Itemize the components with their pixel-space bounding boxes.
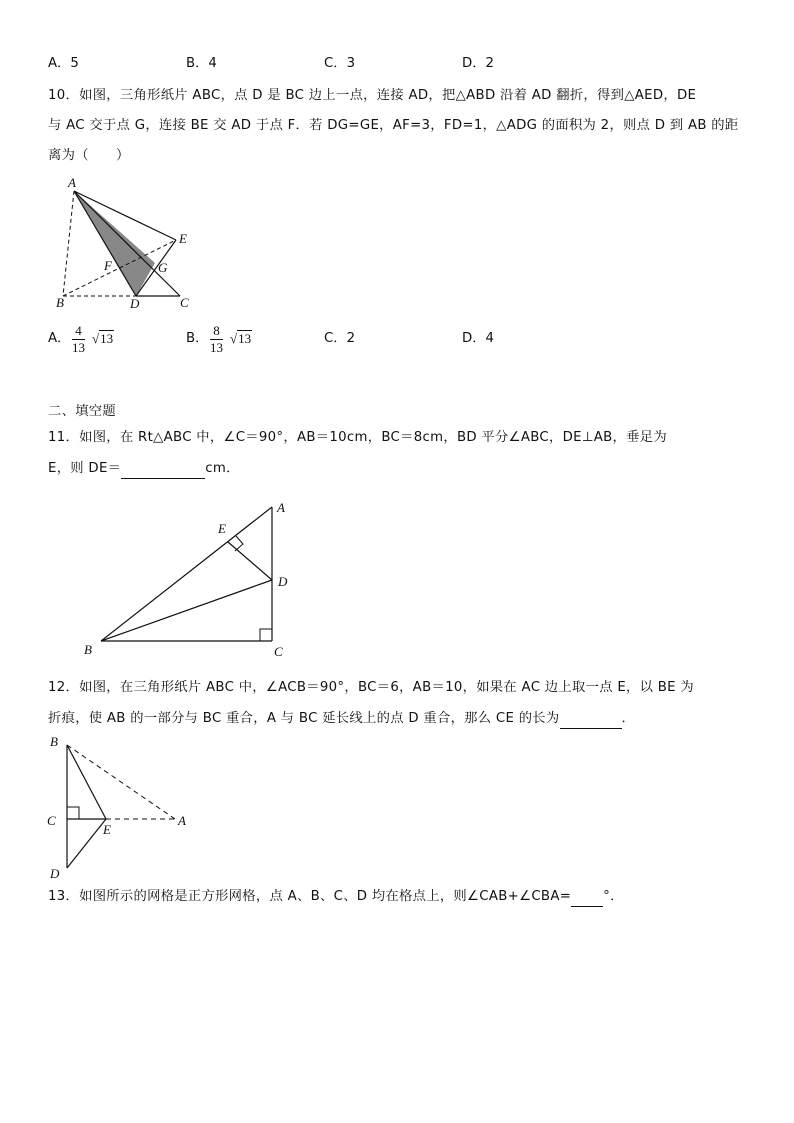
q10-text-line3: 离为（ ）	[48, 148, 130, 163]
q12-label-c: C	[47, 813, 56, 828]
q11-label-a: A	[277, 500, 285, 515]
q10-label-c: C	[180, 295, 189, 310]
q13-answer-blank[interactable]	[571, 892, 603, 907]
q10-option-a-letter: A．	[48, 331, 71, 346]
segment-ba-dashed	[67, 745, 175, 819]
q10-label-a: A	[68, 175, 76, 190]
q10-option-d: D．4	[462, 331, 495, 346]
q11-label-c: C	[274, 644, 283, 659]
q11-text-line1: 11．如图，在 Rt△ABC 中，∠C＝90°，AB＝10cm，BC＝8cm，BD 平分∠ABC，DE⊥AB，垂足为	[48, 430, 667, 445]
q9-option-b: B．4	[186, 56, 217, 71]
q10-option-b-letter: B．	[186, 331, 209, 346]
q9-option-a: A．5	[48, 56, 79, 71]
q12-text-line1: 12．如图，在三角形纸片 ABC 中，∠ACB＝90°，BC＝6，AB＝10，如果在 AC 边上取一点 E，以 BE 为	[48, 680, 694, 695]
right-angle-mark-c	[67, 807, 79, 819]
q12-label-a: A	[178, 813, 186, 828]
q9-option-d: D．2	[462, 56, 494, 71]
q10-option-b-fraction: $\frac{8}{13}$	[210, 323, 223, 355]
segment-de	[67, 819, 106, 868]
q11-label-b: B	[84, 642, 92, 657]
q10-label-b: B	[56, 295, 64, 310]
q10-label-d: D	[130, 296, 140, 311]
q10-option-a-fraction: $\frac{4}{13}$	[72, 323, 85, 355]
q12-label-e: E	[103, 822, 111, 837]
q12-label-d: D	[50, 866, 60, 881]
segment-be	[67, 745, 106, 819]
q11-label-e: E	[218, 521, 226, 536]
q12-label-b: B	[50, 734, 58, 749]
q9-option-c: C．3	[324, 56, 356, 71]
q10-label-f: F	[104, 258, 112, 273]
q13-text: 13．如图所示的网格是正方形网格，点 A、B、C、D 均在格点上，则∠CAB+∠CBA= °．	[48, 887, 624, 907]
q10-label-g: G	[158, 260, 168, 275]
q10-option-b-sqrt: √13	[230, 331, 252, 346]
q11-text-line2: E，则 DE＝ cm．	[48, 459, 240, 479]
q10-label-e: E	[179, 231, 187, 246]
q12-text-line2: 折痕，使 AB 的一部分与 BC 重合，A 与 BC 延长线上的点 D 重合，那么 CE 的长为 ．	[48, 709, 635, 729]
q10-text-line1: 10．如图，三角形纸片 ABC，点 D 是 BC 边上一点，连接 AD，把△ABD 沿着 AD 翻折，得到△AED，DE	[48, 88, 697, 103]
q10-text-line2: 与 AC 交于点 G，连接 BE 交 AD 于点 F．若 DG=GE，AF=3，FD=1，△ADG 的面积为 2，则点 D 到 AB 的距	[48, 118, 739, 133]
q10-option-c: C．2	[324, 331, 356, 346]
section-title: 二、填空题	[48, 404, 116, 419]
q10-option-a-sqrt: √13	[92, 331, 114, 346]
q11-label-d: D	[278, 574, 288, 589]
